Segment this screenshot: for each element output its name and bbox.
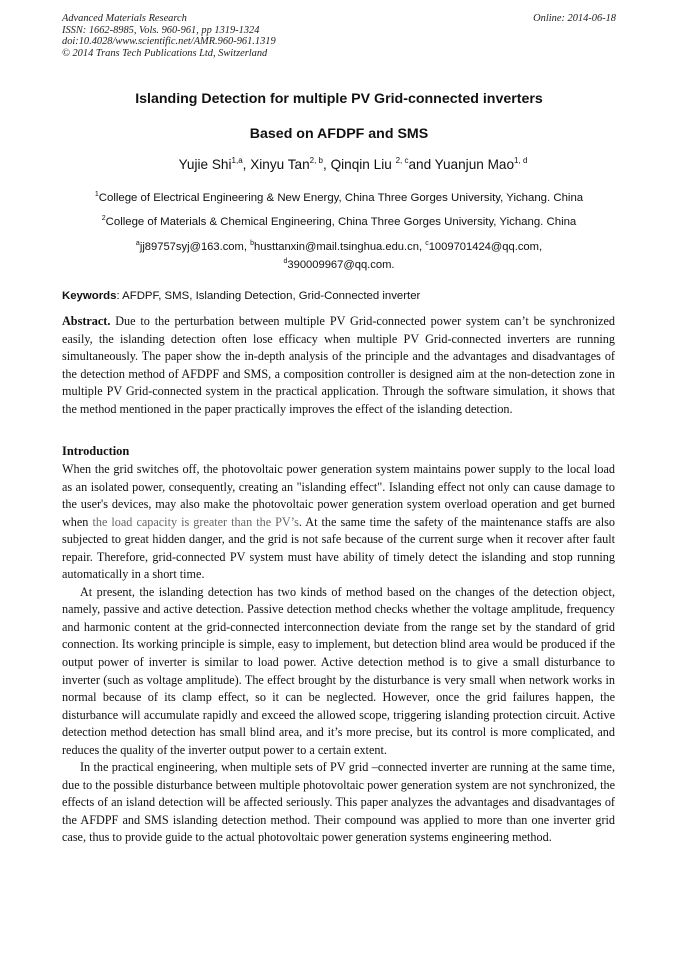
paragraph: In the practical engineering, when multiple sets of PV grid –connected inverter are running at the same time, due to the possible disturbance between multiple photovoltaic power generation system are not synchronized, the effects of an island detection will be affected seriously. This paper analyzes the advantages and disadvantages of the AFDPF and SMS islanding detection method. Their compound was applied to more than one inverter grid case, thus to provide guide to the actual photovoltaic power generation systems engineering method.	[62, 760, 615, 845]
email-line-1	[0, 241, 678, 253]
email: $^c$1009701424@qq.com,	[425, 240, 543, 253]
author-list	[0, 157, 678, 172]
keywords-text: : AFDPF, SMS, Islanding Detection, Grid-Connected inverter	[116, 290, 421, 302]
email: $^a$jj89757syj@163.com,	[135, 240, 251, 253]
abstract-text: Due to the perturbation between multiple PV Grid-connected power system can’t be synchronized easily, the islanding detection often lose efficacy when multiple PV Grid-connected inverters are running simultaneously. The paper show the in-depth analysis of the principle and the advantages and disadvantages of the detection method of AFDPF and SMS, a composition controller is designed aim at the non-detection zone in multiple PV Grid-connected system in the practical application. Through the software simulation, it shows that the method mentioned in the paper practically improves the effect of the islanding detection.	[62, 314, 615, 416]
email-line-2	[0, 259, 678, 271]
abstract-label: Abstract.	[62, 314, 111, 328]
author: Xinyu Tan$^{2, b}$,	[250, 156, 331, 172]
affiliation-1: $^1$College of Electrical Engineering & New Energy, China Three Gorges University, Yichang. China	[94, 191, 584, 204]
email: $^d$390009967@qq.com.	[283, 258, 395, 271]
introduction-body	[62, 461, 615, 847]
author: Yujie Shi$^{1,a}$,	[178, 156, 251, 172]
section-heading-introduction: Introduction	[62, 444, 130, 458]
paragraph: At present, the islanding detection has two kinds of method based on the changes of the detection object, namely, passive and active detection. Passive detection method checks whether the voltage amplitude, frequency and harmonic content at the grid-connected interconnection deviate from the range set by the standard of grid connection. Its working principle is simple, easy to implement, but detection blind area would be produced if the output power of inverter is similar to load power. Active detection method is to give a small disturbance to inverter (such as voltage amplitude). The effect brought by the disturbance is very small when network works in normal because of its clamp effect, so it can be neglected. However, once the grid failures happen, the disturbance will accumulate rapidly and exceed the allowed scope, triggering islanding protection circuit. Active detection method detection has small blind area, and it’s more precise, but its control is more complicated, and reduces the quality of the inverter output power to a certain extent.	[62, 584, 615, 757]
journal-name: Advanced Materials Research	[62, 13, 187, 24]
affiliation-2: $^2$College of Materials & Chemical Engineering, China Three Gorges University, Yichang. China	[101, 215, 577, 228]
journal-header	[62, 13, 616, 59]
doi-line: doi:10.4028/www.scientific.net/AMR.960-961.1319	[62, 36, 276, 48]
copyright-line: © 2014 Trans Tech Publications Ltd, Switzerland	[62, 47, 268, 59]
author: and Yuanjun Mao$^{1, d}$	[408, 156, 528, 172]
keywords-label: Keywords	[62, 290, 117, 302]
online-date: Online: 2014-06-18	[533, 13, 616, 24]
keywords	[62, 290, 622, 302]
author: Qinqin Liu $^{2, c}$	[330, 156, 409, 172]
paper-title-line-2: Based on AFDPF and SMS	[249, 126, 429, 142]
issn-line: ISSN: 1662-8985, Vols. 960-961, pp 1319-1324	[62, 24, 260, 36]
email: $^b$husttanxin@mail.tsinghua.edu.cn,	[250, 240, 426, 253]
abstract	[62, 313, 615, 418]
paper-title-line-1: Islanding Detection for multiple PV Grid-connected inverters	[135, 91, 543, 107]
paragraph: When the grid switches off, the photovoltaic power generation system maintains power supply to the local load as an isolated power, consequently, creating an "islanding effect". Islanding effect not only can cause damage to the user's devices, may also make the photovoltaic power generation system overload operation and get burned when the load capacity is greater than the PV’s. At the same time the safety of the maintenance staffs are also subjected to great hidden danger, and the grid is not safe because of the current surge when it recover after fault repair. Therefore, grid-connected PV system must have ability of timely detect the islanding and stop running automatically in a short time.	[62, 462, 616, 582]
